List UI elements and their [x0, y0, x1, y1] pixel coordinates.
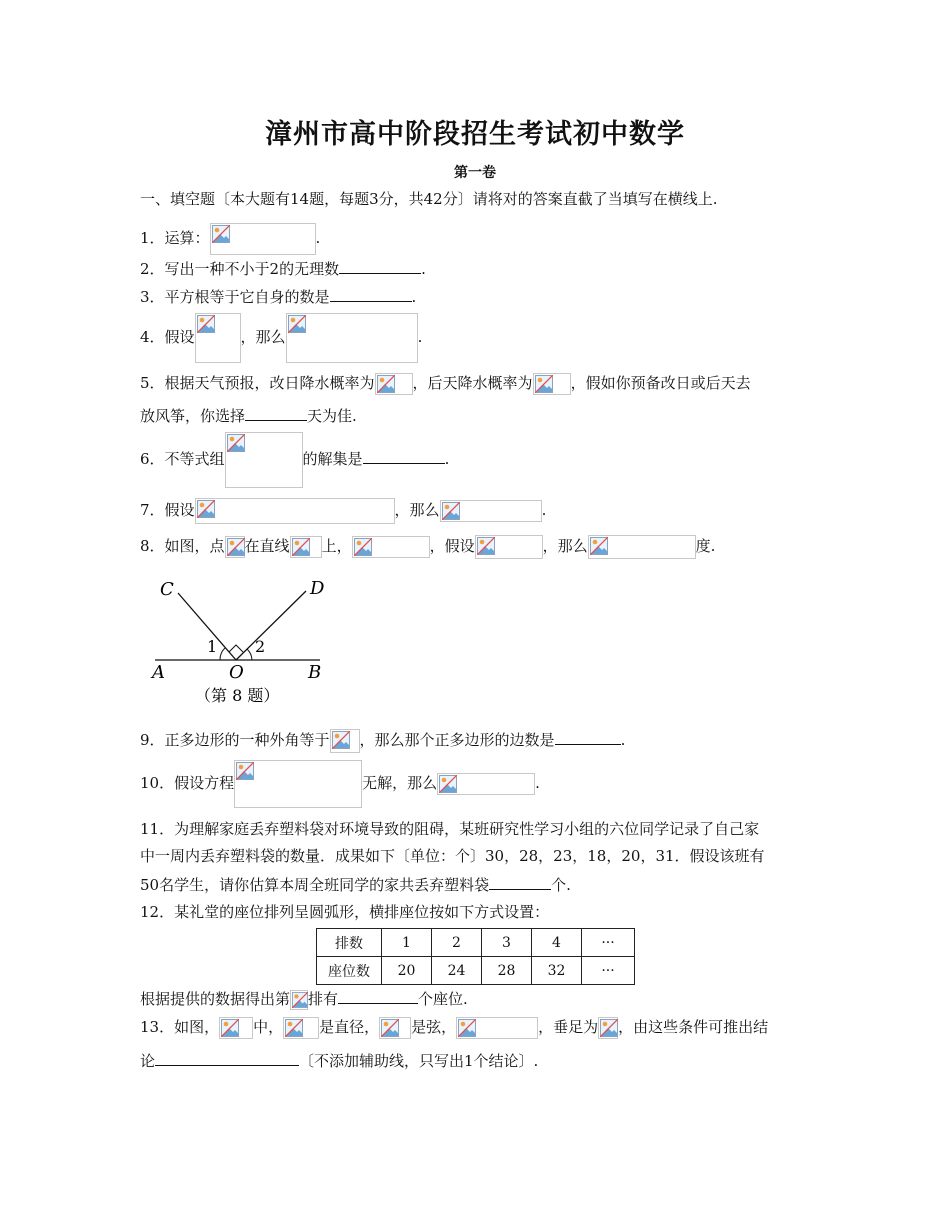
question-text: ，垂足为: [538, 1018, 599, 1036]
broken-image-icon: [225, 432, 303, 488]
answer-blank[interactable]: [363, 448, 445, 464]
question-text: 2．写出一种不小于2的无理数: [140, 260, 340, 278]
question-text: 50名学生，请你估算本周全班同学的家共丢弃塑料袋: [140, 876, 490, 894]
broken-image-icon: [375, 373, 413, 395]
question-text: .: [535, 774, 540, 792]
question-text: .: [411, 288, 417, 306]
angle-2-arc: [247, 649, 252, 660]
question-text: 6．不等式组: [140, 450, 225, 468]
question-1: [140, 223, 320, 255]
question-text: 〔不添加辅助线，只写出1个结论〕.: [299, 1052, 539, 1070]
angle-2-label: 2: [255, 637, 266, 656]
point-d-label: D: [310, 578, 325, 599]
question-text: 天为佳.: [307, 407, 357, 425]
question-9: [140, 729, 625, 753]
geometry-figure: [150, 575, 340, 710]
broken-image-icon: [475, 535, 543, 559]
question-11-line-1: 11．为理解家庭丢弃塑料袋对环境导致的阻碍，某班研究性学习小组的六位同学记录了自己家: [140, 820, 760, 838]
question-text: 在直线: [244, 537, 290, 555]
table-cell: 2: [432, 929, 482, 957]
question-text: 根据提供的数据得出第: [140, 990, 291, 1008]
point-o-label: O: [229, 662, 244, 683]
table-cell: 20: [382, 957, 432, 985]
broken-image-icon: [290, 536, 322, 558]
table-cell: 排数: [317, 929, 382, 957]
question-text: ，由这些条件可推出结: [618, 1018, 769, 1036]
question-text: ，假如你预备改日或后天去: [570, 374, 751, 392]
answer-blank[interactable]: [339, 258, 421, 274]
question-text: .: [444, 450, 450, 468]
table-cell: ···: [582, 957, 635, 985]
ray-od: [236, 591, 306, 660]
table-cell: 28: [482, 957, 532, 985]
question-6: [140, 432, 449, 488]
question-7: [140, 498, 546, 524]
answer-blank[interactable]: [155, 1050, 299, 1066]
question-12: 12．某礼堂的座位排列呈圆弧形，横排座位按如下方式设置：: [140, 903, 550, 921]
question-12-answer: [140, 988, 468, 1010]
page-title: 漳州市高中阶段招生考试初中数学: [265, 119, 685, 150]
broken-image-icon: [533, 373, 571, 395]
answer-blank[interactable]: [489, 874, 551, 890]
question-11-line-2: 中一周内丢弃塑料袋的数量．成果如下〔单位：个〕30，28，23，18，20，31．假设该班有: [140, 847, 765, 865]
broken-image-icon: [286, 313, 418, 363]
question-4: [140, 313, 422, 363]
broken-image-icon: [290, 990, 308, 1010]
question-text: .: [417, 328, 423, 346]
broken-image-icon: [440, 500, 542, 522]
table-cell: 4: [532, 929, 582, 957]
question-text: 是弦，: [411, 1018, 457, 1036]
broken-image-icon: [352, 536, 430, 558]
question-text: .: [541, 501, 547, 519]
question-text: 10．假设方程: [140, 774, 235, 792]
question-text: 个.: [551, 876, 571, 894]
broken-image-icon: [225, 536, 245, 558]
broken-image-icon: [210, 223, 316, 255]
question-2: [140, 258, 426, 278]
table-cell: 1: [382, 929, 432, 957]
answer-blank[interactable]: [338, 988, 418, 1004]
question-text: .: [620, 731, 626, 749]
broken-image-icon: [219, 1017, 253, 1039]
question-text: 无解，那么: [362, 774, 438, 792]
angle-1-arc: [220, 648, 225, 660]
broken-image-icon: [330, 729, 360, 753]
question-text: 9．正多边形的一种外角等于: [140, 731, 330, 749]
question-text: 的解集是: [302, 450, 363, 468]
question-text: 5．根据天气预报，改日降水概率为: [140, 374, 375, 392]
broken-image-icon: [588, 535, 696, 559]
table-row: [317, 957, 635, 985]
question-text: ，那么: [394, 501, 440, 519]
answer-blank[interactable]: [330, 286, 412, 302]
question-text: ，那么: [240, 328, 286, 346]
seat-table: [316, 928, 635, 985]
question-text: 7．假设: [140, 501, 195, 519]
question-text: ，后天降水概率为: [412, 374, 533, 392]
question-text: 8．如图，点: [140, 537, 225, 555]
volume-heading: 第一卷: [454, 165, 496, 181]
broken-image-icon: [283, 1017, 319, 1039]
broken-image-icon: [456, 1017, 538, 1039]
broken-image-icon: [598, 1017, 618, 1039]
broken-image-icon: [379, 1017, 411, 1039]
answer-blank[interactable]: [245, 405, 307, 421]
table-row: [317, 929, 635, 957]
question-text: ，假设: [429, 537, 475, 555]
question-text: 放风筝，你选择: [140, 407, 246, 425]
broken-image-icon: [437, 773, 535, 795]
question-8: [140, 535, 715, 559]
table-cell: 3: [482, 929, 532, 957]
table-cell: ···: [582, 929, 635, 957]
question-text: 论: [140, 1052, 156, 1070]
answer-blank[interactable]: [555, 729, 621, 745]
point-b-label: B: [308, 662, 322, 683]
question-13: [140, 1017, 768, 1039]
question-text: .: [421, 260, 426, 278]
question-11-line-3: [140, 874, 571, 894]
angle-1-label: 1: [207, 637, 218, 656]
question-5: [140, 373, 751, 395]
question-text: .: [315, 229, 321, 247]
figure-caption: （第 8 题）: [195, 686, 280, 705]
question-text: 个座位.: [418, 990, 468, 1008]
question-text: 是直径，: [319, 1018, 380, 1036]
question-text: ，那么: [542, 537, 588, 555]
broken-image-icon: [234, 760, 362, 808]
question-text: 13．如图，: [140, 1018, 220, 1036]
table-cell: 24: [432, 957, 482, 985]
question-5-cont: [140, 405, 357, 425]
point-c-label: C: [160, 579, 174, 600]
right-angle-mark: [229, 645, 243, 652]
question-text: 中，: [253, 1018, 284, 1036]
question-text: 度.: [695, 537, 716, 555]
table-cell: 32: [532, 957, 582, 985]
broken-image-icon: [195, 498, 395, 524]
question-10: [140, 760, 540, 808]
question-text: 4．假设: [140, 328, 195, 346]
question-text: 排有: [308, 990, 339, 1008]
broken-image-icon: [195, 313, 241, 363]
question-text: 上，: [321, 537, 352, 555]
section-instructions: 一、填空题〔本大题有14题，每题3分，共42分〕请将对的答案直截了当填写在横线上.: [140, 190, 718, 208]
table-cell: 座位数: [317, 957, 382, 985]
question-3: [140, 286, 416, 306]
question-text: 1．运算：: [140, 229, 210, 247]
question-text: ，那么那个正多边形的边数是: [359, 731, 555, 749]
question-13-cont: [140, 1050, 538, 1070]
point-a-label: A: [152, 662, 165, 683]
question-text: 3．平方根等于它自身的数是: [140, 288, 330, 306]
